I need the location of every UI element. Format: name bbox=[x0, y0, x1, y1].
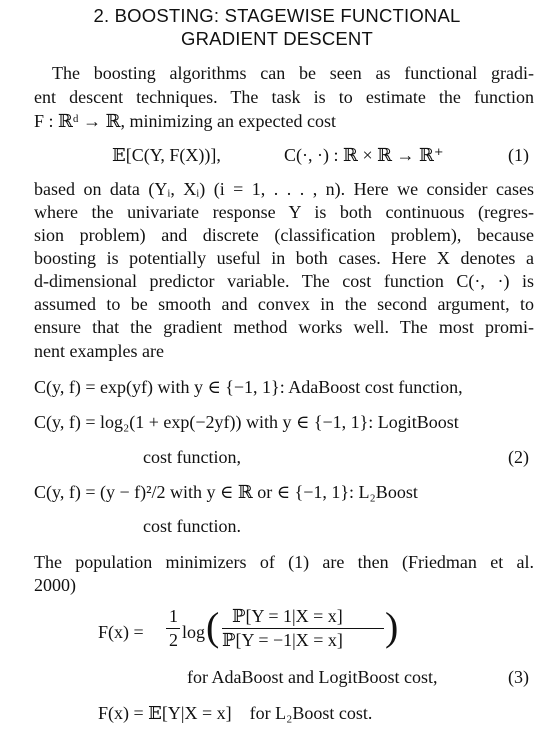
eq1-lhs: 𝔼[C(Y, F(X))], bbox=[112, 145, 221, 165]
para2-line7: ensure that the gradient method works well. The most promi- bbox=[34, 317, 534, 337]
eq3-denominator: ℙ[Y = −1|X = x] bbox=[222, 630, 343, 650]
eq3-number: (3) bbox=[508, 667, 529, 687]
eq3-half-numerator: 1 bbox=[169, 606, 178, 626]
para2-line6: assumed to be smooth and convex in the second argument, to bbox=[34, 294, 534, 314]
eq3-numerator: ℙ[Y = 1|X = x] bbox=[232, 606, 343, 626]
eq2-number: (2) bbox=[508, 447, 529, 467]
eq2-line1: C(y, f) = exp(yf) with y ∈ {−1, 1}: AdaBoost cost function, bbox=[34, 377, 463, 397]
para3-line1: The population minimizers of (1) are then (Friedman et al. bbox=[34, 552, 534, 572]
eq3-line2: F(x) = 𝔼[Y|X = x] for L₂Boost cost. bbox=[98, 703, 373, 723]
para2-line8: nent examples are bbox=[34, 341, 164, 361]
para1-line1: The boosting algorithms can be seen as functional gradi- bbox=[52, 63, 534, 83]
eq3-left-paren: ( bbox=[206, 604, 220, 649]
eq3-half-denominator: 2 bbox=[169, 630, 178, 650]
eq3-fraction-bar bbox=[222, 628, 384, 629]
eq3-log: log bbox=[182, 622, 206, 642]
para2-line1: based on data (Yᵢ, Xᵢ) (i = 1, . . . , n). Here we consider cases bbox=[34, 179, 534, 199]
eq2-line4: C(y, f) = (y − f)²/2 with y ∈ ℝ or ∈ {−1, 1}: L₂Boost bbox=[34, 482, 418, 502]
eq3-half-bar bbox=[166, 628, 180, 629]
section-title-line2: GRADIENT DESCENT bbox=[181, 28, 373, 49]
eq2-line3: cost function, bbox=[143, 447, 241, 467]
para2-line5: d-dimensional predictor variable. The cost function C(·, ·) is bbox=[34, 271, 534, 291]
para1-line2: ent descent techniques. The task is to estimate the function bbox=[34, 87, 534, 107]
para1-line3: F : ℝᵈ → ℝ, minimizing an expected cost bbox=[34, 111, 336, 131]
para2-line3: sion problem) and discrete (classification problem), because bbox=[34, 225, 534, 245]
eq2-line5: cost function. bbox=[143, 516, 241, 536]
para2-line2: where the univariate response Y is both continuous (regres- bbox=[34, 202, 534, 222]
eq1-rhs: C(·, ·) : ℝ × ℝ → ℝ⁺ bbox=[284, 145, 444, 165]
eq3-comment: for AdaBoost and LogitBoost cost, bbox=[187, 667, 438, 687]
para3-line2: 2000) bbox=[34, 575, 76, 595]
para2-line4: boosting is potentially useful in both cases. Here X denotes a bbox=[34, 248, 534, 268]
eq3-right-paren: ) bbox=[385, 604, 399, 649]
eq1-number: (1) bbox=[508, 145, 529, 165]
eq2-line2: C(y, f) = log₂(1 + exp(−2yf)) with y ∈ {−1, 1}: LogitBoost bbox=[34, 412, 459, 432]
section-title-line1: 2. BOOSTING: STAGEWISE FUNCTIONAL bbox=[93, 5, 461, 26]
eq3-lhs: F(x) = bbox=[98, 622, 144, 642]
